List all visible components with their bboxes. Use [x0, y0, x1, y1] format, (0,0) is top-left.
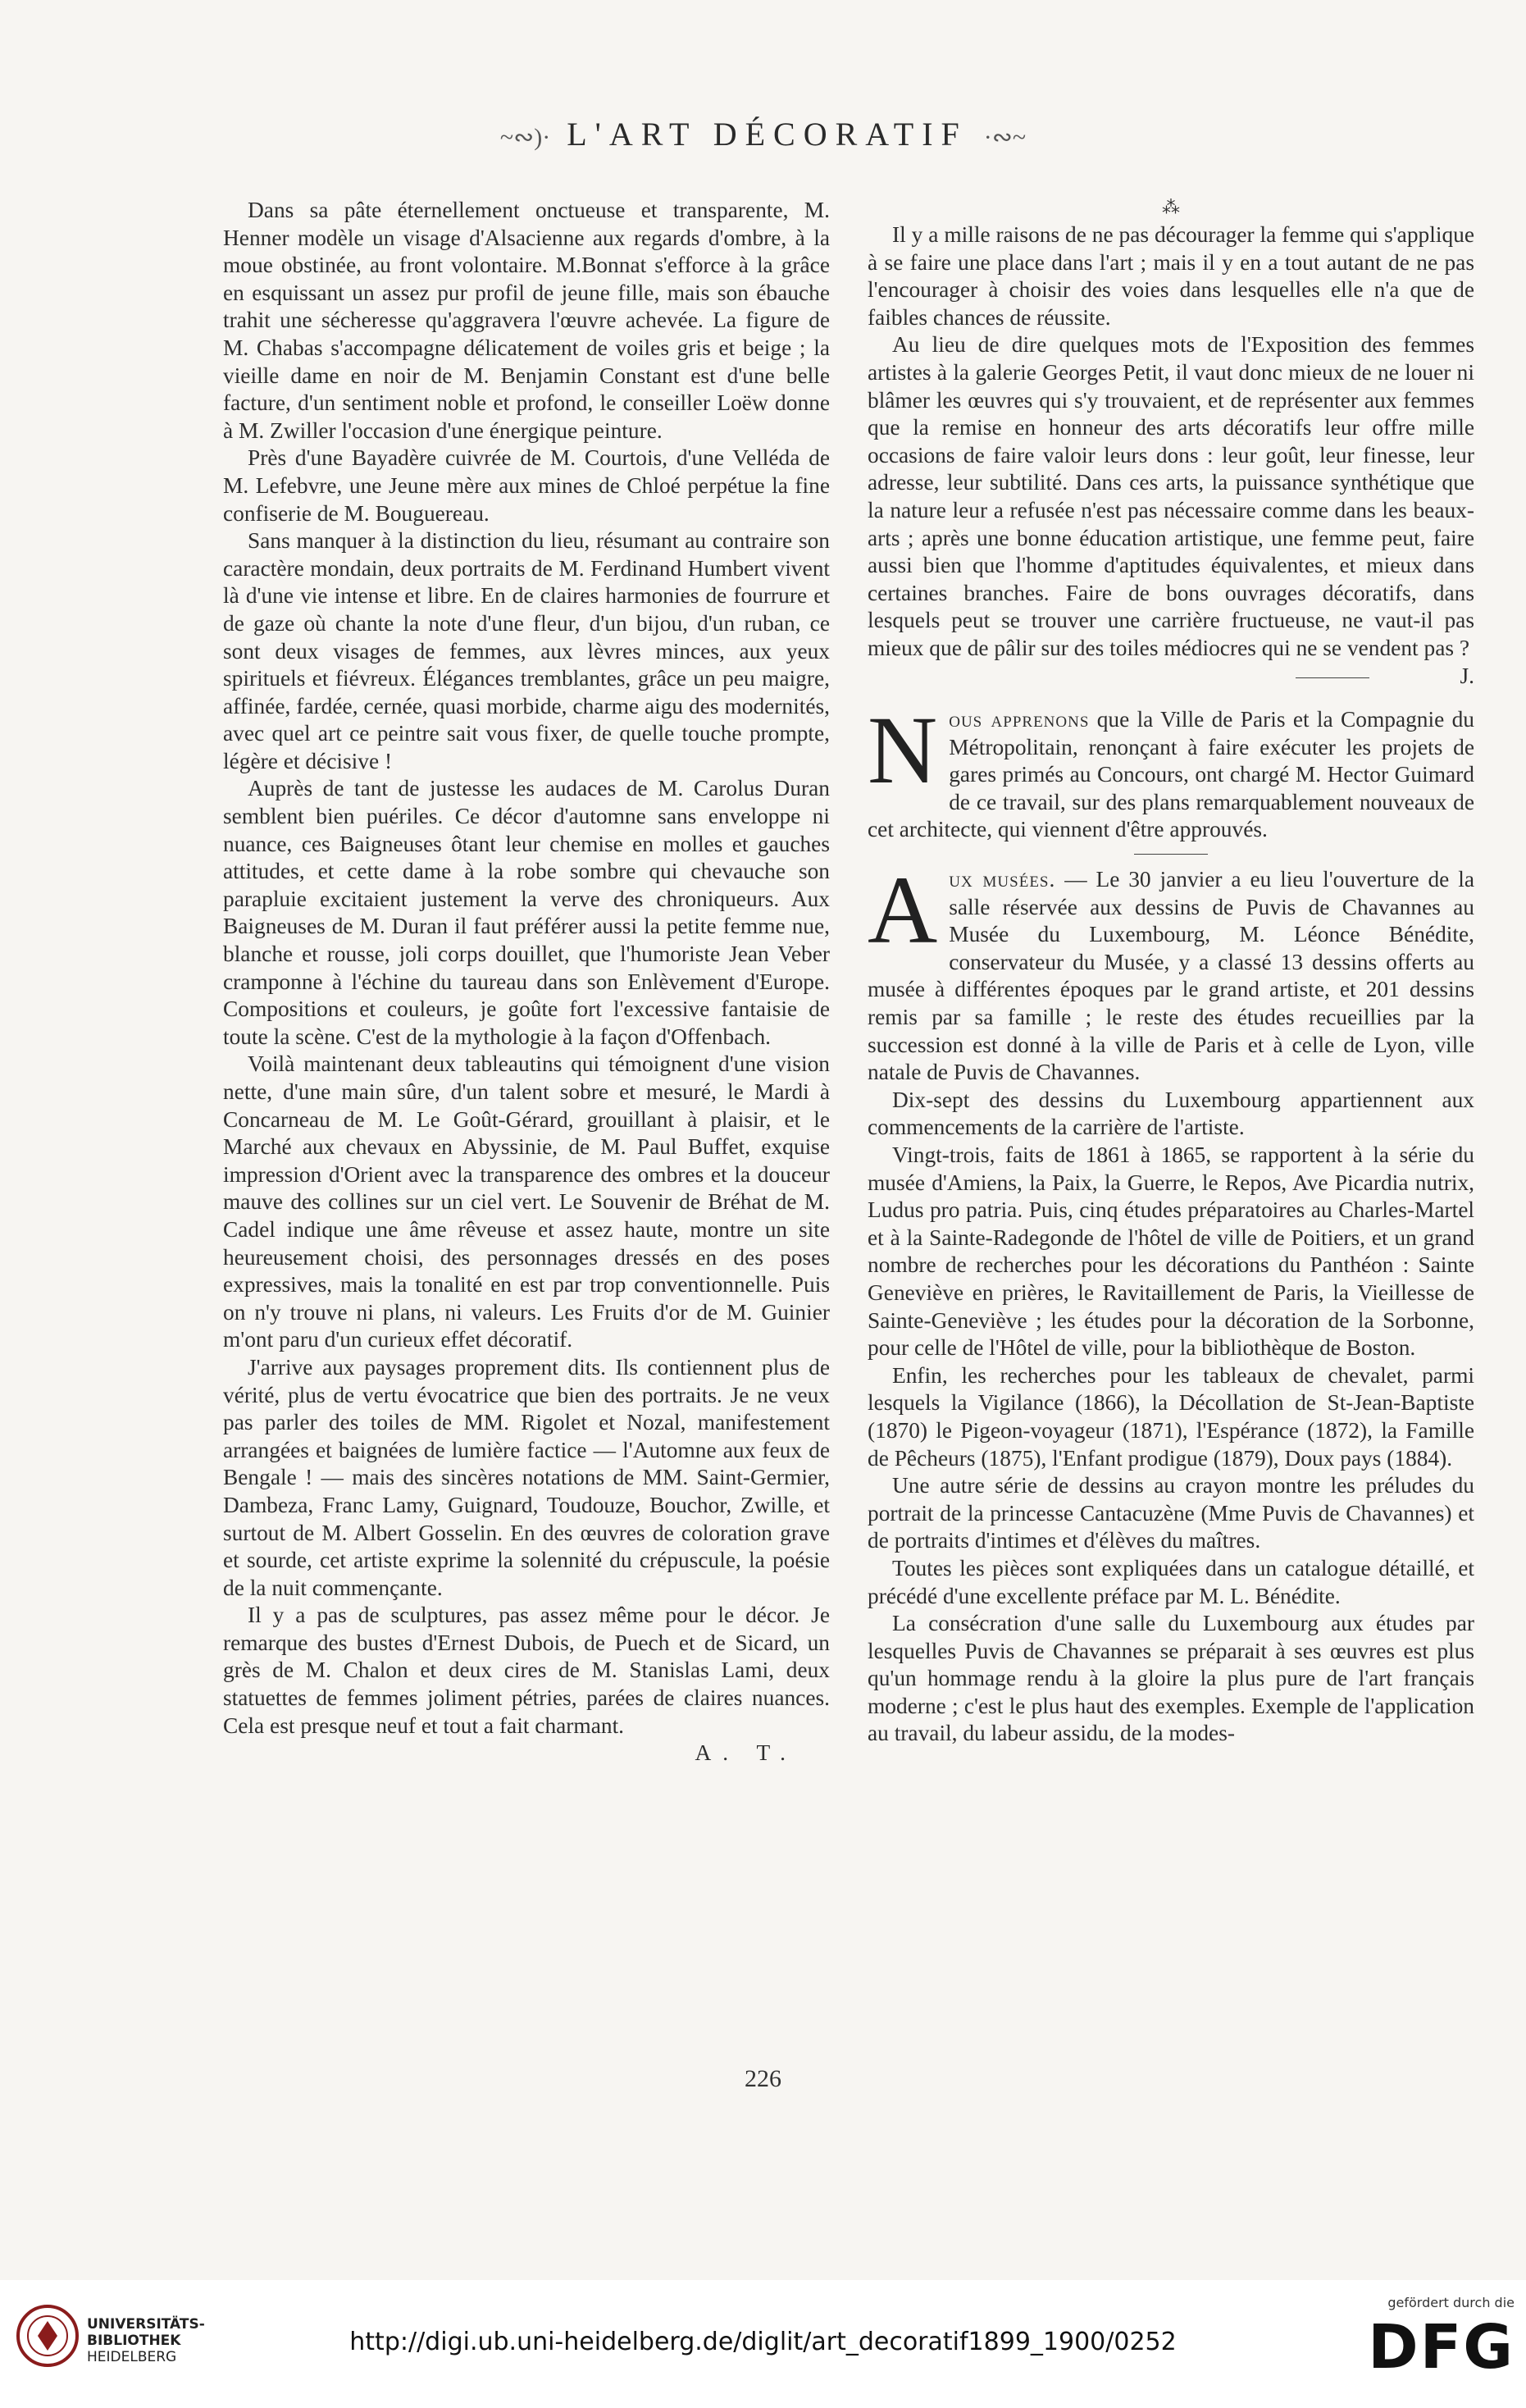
paragraph-consecration: La consécration d'une salle du Luxembourg aux études par lesquelles Puvis de Chavannes se préparait à ses œuvres est plus qu'un hommage rendu à la gloire la plus pure de l'art français moderne ; c'est le plus haut des exemples. Exemple de l'application au travail, du labeur assidu, de la modes-: [868, 1611, 1474, 1746]
paragraph-sculptures: Il y a pas de sculptures, pas assez même pour le décor. Je remarque des bustes d'Ernest Dubois, de Puech et de Sicard, un grès de M. Chalon et deux cires de M. Stanislas Lami, deux statuettes de femmes joliment pétries, parées de claires nuances. Cela est presque neuf et tout a fait charmant.: [223, 1603, 830, 1738]
footer-bar: [0, 2280, 1526, 2408]
paragraph-tableautins: Voilà maintenant deux tableautins qui témoignent d'une vision nette, d'une main sûre, d'un talent sobre et mesuré, le Mardi à Concarneau de M. Le Goût-Gérard, grouillant à plaisir, et le Marché aux chevaux en Abyssinie, de M. Paul Buffet, exquise impression d'Orient avec la transparence des ombres et la douceur mauve des collines sur un ciel vert. Le Souvenir de Bréhat de M. Cadel indique une âme rêveuse et assez haute, montre un site heureusement choisi, des personnages dressés en des poses expressives, mais la tonalité en est par trop conventionnelle. Puis on n'y trouve ni plans, ni valeurs. Les Fruits d'or de M. Guinier m'ont paru d'un curieux effet décoratif.: [223, 1051, 830, 1352]
paragraph-crayon: Une autre série de dessins au crayon montre les préludes du portrait de la princesse Cantacuzène (Mme Puvis de Chavannes) et de portraits d'intimes et d'élèves du maîtres.: [868, 1473, 1474, 1553]
paragraph-metropolitain: [868, 696, 1474, 844]
right-column: [868, 197, 1474, 1748]
page-number: 226: [745, 2065, 781, 2092]
paragraph-vingt-trois: Vingt-trois, faits de 1861 à 1865, se rapportent à la série du musée d'Amiens, la Paix, la Guerre, le Repos, Ave Picardia nutrix, Ludus pro patria. Puis, cinq études préparatoires au Charles-Martel et à la Sainte-Radegonde de l'hôtel de ville de Poitiers, et un grand nombre de recherches pour les décorations du Panthéon : Sainte Geneviève en prières, le Ravitaillement de Paris, la Vieillesse de Sainte-Geneviève ; les études pour la décoration de la Sorbonne, pour celle de l'Hôtel de ville, pour la bibliothèque de Boston.: [868, 1142, 1474, 1361]
header-ornament-right: ·∾~: [983, 124, 1027, 151]
header-ornament-left: ~∾)·: [499, 124, 551, 151]
paragraph-exposition-femmes: Au lieu de dire quelques mots de l'Exposition des femmes artistes à la galerie Georges Petit, il vaut donc mieux de ne louer ni blâmer les œuvres qui s'y trouvaient, et de représenter aux femmes que la remise en honneur des arts décoratifs leur offre mille occasions de faire valoir leurs dons : leur goût, leur finesse, leur adresse, leur subtilité. Dans ces arts, la puissance synthétique que la nature leur a refusée n'est pas nécessaire comme dans les beaux-arts ; après une bonne éducation artistique, une femme peut, faire aussi bien que l'homme d'aptitudes équivalentes, et mieux dans certaines branches. Faire de bons ouvrages décoratifs, dans lesquels peut se trouver une carrière fructueuse, ne vaut-il pas mieux que de pâlir sur des toiles médiocres qui ne se vendent pas ?: [868, 332, 1474, 660]
author-signature: A. T.: [695, 1740, 797, 1766]
lead-aux-musees: ux musées.: [949, 867, 1056, 892]
page-header: [0, 115, 1526, 153]
signature-j-text: J.: [1460, 663, 1474, 688]
lead-nous-apprenons: ous apprenons: [949, 707, 1090, 732]
section-metropolitain: [868, 696, 1474, 844]
section-stars: ⁂: [1162, 197, 1180, 217]
paragraph-paysages: J'arrive aux paysages proprement dits. Ils contiennent plus de vérité, plus de vertu évocatrice que bien des portraits. Je ne veux pas parler des toiles de MM. Rigolet et Nozal, manifestement arrangées et baignées de lumière factice — l'Automne aux feux de Bengale ! — mais des sincères notations de MM. Saint-Germier, Dambeza, Franc Lamy, Guignard, Toudouze, Bouchor, Zwille, et surtout de M. Albert Gosselin. En des œuvres de coloration grave et sourde, cet artiste exprime la solennité du crépuscule, la poésie de la nuit commençante.: [223, 1354, 830, 1600]
paragraph-catalogue: Toutes les pièces sont expliquées dans un catalogue détaillé, et précédé d'une excellente préface par M. L. Bénédite.: [868, 1555, 1474, 1608]
paragraph-henner: Dans sa pâte éternellement onctueuse et transparente, M. Henner modèle un visage d'Alsacienne aux regards d'ombre, à la moue obstinée, au front volontaire. M.Bonnat s'efforce à la grâce en esquissant un assez pur profil de jeune fille, mais son ébauche trahit une sécheresse qu'aggravera l'œuvre achevée. La figure de M. Chabas s'accompagne délicatement de voiles gris et beige ; la vieille dame en noir de M. Benjamin Constant est d'une belle facture, d'un sentiment noble et profond, le conseiller Loëw donne à M. Zwiller l'occasion d'une énergique peinture.: [223, 198, 830, 443]
left-column: [223, 197, 830, 1767]
dfg-logo: DFG: [1368, 2312, 1515, 2383]
metropolitain-text: que la Ville de Paris et la Compagnie du Métropolitain, renonçant à faire exécuter les projets de gares primés au Concours, ont chargé M. Hector Guimard de ce travail, sur des plans remarquablement nouveaux de cet architecte, qui viennent d'être approuvés.: [868, 707, 1474, 842]
dropcap-a: A: [868, 856, 938, 965]
journal-title: L'ART DÉCORATIF: [567, 116, 968, 153]
university-line-3: HEIDELBERG: [87, 2349, 177, 2365]
paragraph-femme: Il y a mille raisons de ne pas décourager la femme qui s'applique à se faire une place dans l'art ; mais il y en a tout autant de ne pas l'encourager à choisir des voies dans lesquelles elle n'a que de faibles chances de réussite.: [868, 222, 1474, 330]
paragraph-musees: [868, 856, 1474, 1087]
paragraph-humbert: Sans manquer à la distinction du lieu, résumant au contraire son caractère mondain, deux portraits de M. Ferdinand Humbert vivent là d'une vie intense et libre. En de claires harmonies de fourrure et de gaze où chante la note d'une fleur, d'un bijou, d'un ruban, ce sont deux visages de femmes, aux lèvres minces, aux yeux spirituels et fiévreux. Élégances tremblantes, grâce un peu maigre, affinée, fardée, cernée, quasi morbide, charme aigu des modernités, avec quel art ce peintre sait vous fixer, de quelle touche prompte, légère et décisive !: [223, 528, 830, 773]
signature-rule: [1296, 677, 1369, 678]
source-url-link[interactable]: http://digi.ub.uni-heidelberg.de/diglit/art_decoratif1899_1900/0252: [349, 2328, 1177, 2356]
paragraph-bayadere: Près d'une Bayadère cuivrée de M. Courtois, d'une Velléda de M. Lefebvre, une Jeune mère aux mines de Chloé perpétue la fine confiserie de M. Bouguereau.: [223, 445, 830, 526]
musees-text: — Le 30 janvier a eu lieu l'ouverture de la salle réservée aux dessins de Puvis de Chavannes au Musée du Luxembourg, M. Léonce Bénédite, conservateur du Musée, y a classé 13 dessins offerts au musée à différentes époques par le grand artiste, et 201 dessins remis par sa famille ; le reste des études recueillies par la succession est donné à la ville de Paris et à celle de Lyon, ville natale de Puvis de Chavannes.: [868, 867, 1474, 1085]
paragraph-carolus-duran: Auprès de tant de justesse les audaces de M. Carolus Duran semblent bien puériles. Ce décor d'automne sans enveloppe ni nuance, ces Baigneuses ôtant leur chemise en molles et gauches attitudes, et cette dame à la robe sombre qui chevauche son parapluie excitaient justement la verve des chroniqueurs. Aux Baigneuses de M. Duran il faut préférer aussi la petite femme nue, blanche et rousse, joli corps douillet, que l'humoriste Jean Veber cramponne à l'échine du taureau dans son Enlèvement d'Europe. Compositions et couleurs, je goûte fort l'excessive fantaisie de toute la scène. C'est de la mythologie à la façon d'Offenbach.: [223, 776, 830, 1049]
paragraph-chevalet: Enfin, les recherches pour les tableaux de chevalet, parmi lesquels la Vigilance (1866), la Décollation de St-Jean-Baptiste (1870) le Pigeon-voyageur (1871), l'Espérance (1872), la Famille de Pêcheurs (1875), l'Enfant prodigue (1879), Doux pays (1884).: [868, 1362, 1474, 1471]
university-line-2: BIBLIOTHEK: [87, 2333, 181, 2349]
funded-by-label: gefördert durch die: [1387, 2295, 1515, 2310]
paragraph-dix-sept: Dix-sept des dessins du Luxembourg appartiennent aux commencements de la carrière de l'artiste.: [868, 1087, 1474, 1140]
section-musees: [868, 856, 1474, 1087]
dropcap-n: N: [868, 696, 938, 805]
university-line-1: UNIVERSITÄTS-: [87, 2316, 205, 2333]
separator-rule: [1134, 854, 1208, 855]
signature-j: [868, 663, 1474, 691]
